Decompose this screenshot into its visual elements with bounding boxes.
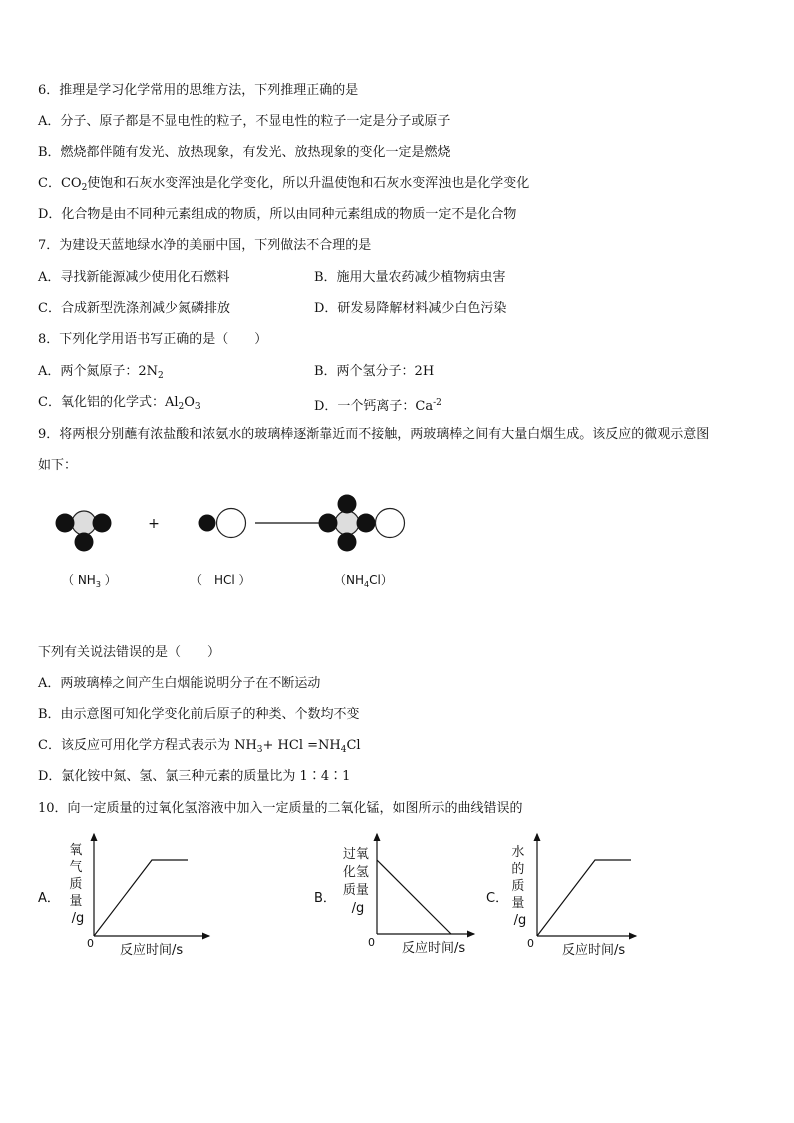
q9-c-mid: + HCl =NH	[262, 738, 341, 753]
graph-c	[486, 834, 636, 958]
q7-option-b: B．施用大量农药减少植物病虫害	[314, 270, 506, 285]
q8-option-a	[38, 363, 164, 385]
q7-option-c: C．合成新型洗涤剂减少氮磷排放	[38, 301, 230, 316]
q10-graphs	[0, 830, 794, 970]
graph-c-ylabel: 水 的 质 量 /g	[511, 845, 527, 928]
q6-c-pre: C．CO	[38, 176, 82, 191]
graph-b	[314, 834, 474, 956]
graph-a-xlabel: 反应时间/s	[120, 943, 184, 958]
graph-a-option: A．	[38, 891, 60, 906]
graph-b-origin: 0	[368, 936, 375, 949]
q8-c-sub2: 3	[194, 402, 201, 412]
nh3-molecule	[56, 511, 112, 552]
q8-c-mid: O	[184, 395, 195, 410]
q6-c-post: 使饱和石灰水变浑浊是化学变化，所以升温使饱和石灰水变浑浊也是化学变化	[87, 176, 530, 191]
q9-sub-stem: 下列有关说法错误的是（ ）	[38, 645, 221, 660]
graph-a-curve	[94, 860, 188, 936]
q9-c-sub2: 4	[340, 745, 347, 755]
label-hcl: （ HCl ）	[190, 573, 251, 587]
q6-stem: 6．推理是学习化学常用的思维方法，下列推理正确的是	[38, 83, 359, 98]
q7-stem: 7．为建设天蓝地绿水净的美丽中国，下列做法不合理的是	[38, 238, 372, 253]
graph-a-origin: 0	[87, 937, 94, 950]
graph-b-ylabel: 过氧 化氢 质量 /g	[342, 847, 369, 916]
q8-option-c	[38, 394, 201, 416]
q8-d-pre: D．一个钙离子：Ca	[314, 399, 434, 414]
q10-stem: 10．向一定质量的过氧化氢溶液中加入一定质量的二氧化锰，如图所示的曲线错误的	[38, 801, 523, 816]
q8-option-b: B．两个氢分子：2H	[314, 364, 435, 379]
graph-b-curve	[377, 860, 451, 934]
graph-c-curve	[537, 860, 631, 936]
q9-stem-line2: 如下：	[38, 458, 78, 473]
graph-c-origin: 0	[527, 937, 534, 950]
q9-c-pre: C．该反应可用化学方程式表示为 NH	[38, 738, 257, 753]
label-nh4cl: $(NH_4Cl)$	[334, 573, 393, 589]
graph-b-xlabel: 反应时间/s	[402, 941, 466, 956]
q9-c-sub1: 3	[256, 745, 263, 755]
q7-option-a: A．寻找新能源减少使用化石燃料	[38, 270, 230, 285]
q9-option-b: B．由示意图可知化学变化前后原子的种类、个数均不变	[38, 707, 360, 722]
q8-option-d	[314, 394, 442, 416]
q9-option-d: D．氯化铵中氮、氢、氯三种元素的质量比为 1∶4∶1	[38, 769, 351, 784]
graph-a	[38, 834, 209, 958]
q6-c-sub: 2	[81, 183, 88, 193]
q8-stem: 8．下列化学用语书写正确的是（ ）	[38, 332, 268, 347]
hcl-molecule	[199, 509, 246, 538]
q9-reaction-diagram	[0, 480, 794, 600]
q9-option-a: A．两玻璃棒之间产生白烟能说明分子在不断运动	[38, 676, 321, 691]
q6-option-d: D．化合物是由不同种元素组成的物质，所以由同种元素组成的物质一定不是化合物	[38, 207, 517, 222]
nh4cl-molecule	[319, 495, 405, 552]
label-nh3: （ $NH_3$ ）	[62, 573, 117, 589]
q8-a-pre: A．两个氮原子：2N	[38, 364, 159, 379]
graph-c-xlabel: 反应时间/s	[562, 943, 626, 958]
q9-option-c	[38, 737, 361, 759]
q7-option-d: D．研发易降解材料减少白色污染	[314, 301, 507, 316]
graph-c-option: C．	[486, 891, 509, 906]
q6-option-a: A．分子、原子都是不显电性的粒子，不显电性的粒子一定是分子或原子	[38, 114, 451, 129]
q8-c-pre: C．氧化铝的化学式：Al	[38, 395, 179, 410]
q8-c-sub1: 2	[178, 402, 185, 412]
graph-b-option: B．	[314, 891, 336, 906]
graph-a-ylabel: 氧 气 质 量 /g	[69, 843, 85, 926]
q9-c-post: Cl	[346, 738, 361, 753]
q8-a-sub: 2	[158, 371, 164, 381]
q6-option-c	[38, 175, 529, 197]
q9-stem-line1: 9．将两根分别蘸有浓盐酸和浓氨水的玻璃棒逐渐靠近而不接触，两玻璃棒之间有大量白烟生成。该反应的微观示意图	[38, 427, 710, 442]
plus-sign: +	[148, 516, 160, 532]
q8-d-sup: -2	[433, 398, 442, 408]
q6-option-b: B．燃烧都伴随有发光、放热现象，有发光、放热现象的变化一定是燃烧	[38, 145, 451, 160]
